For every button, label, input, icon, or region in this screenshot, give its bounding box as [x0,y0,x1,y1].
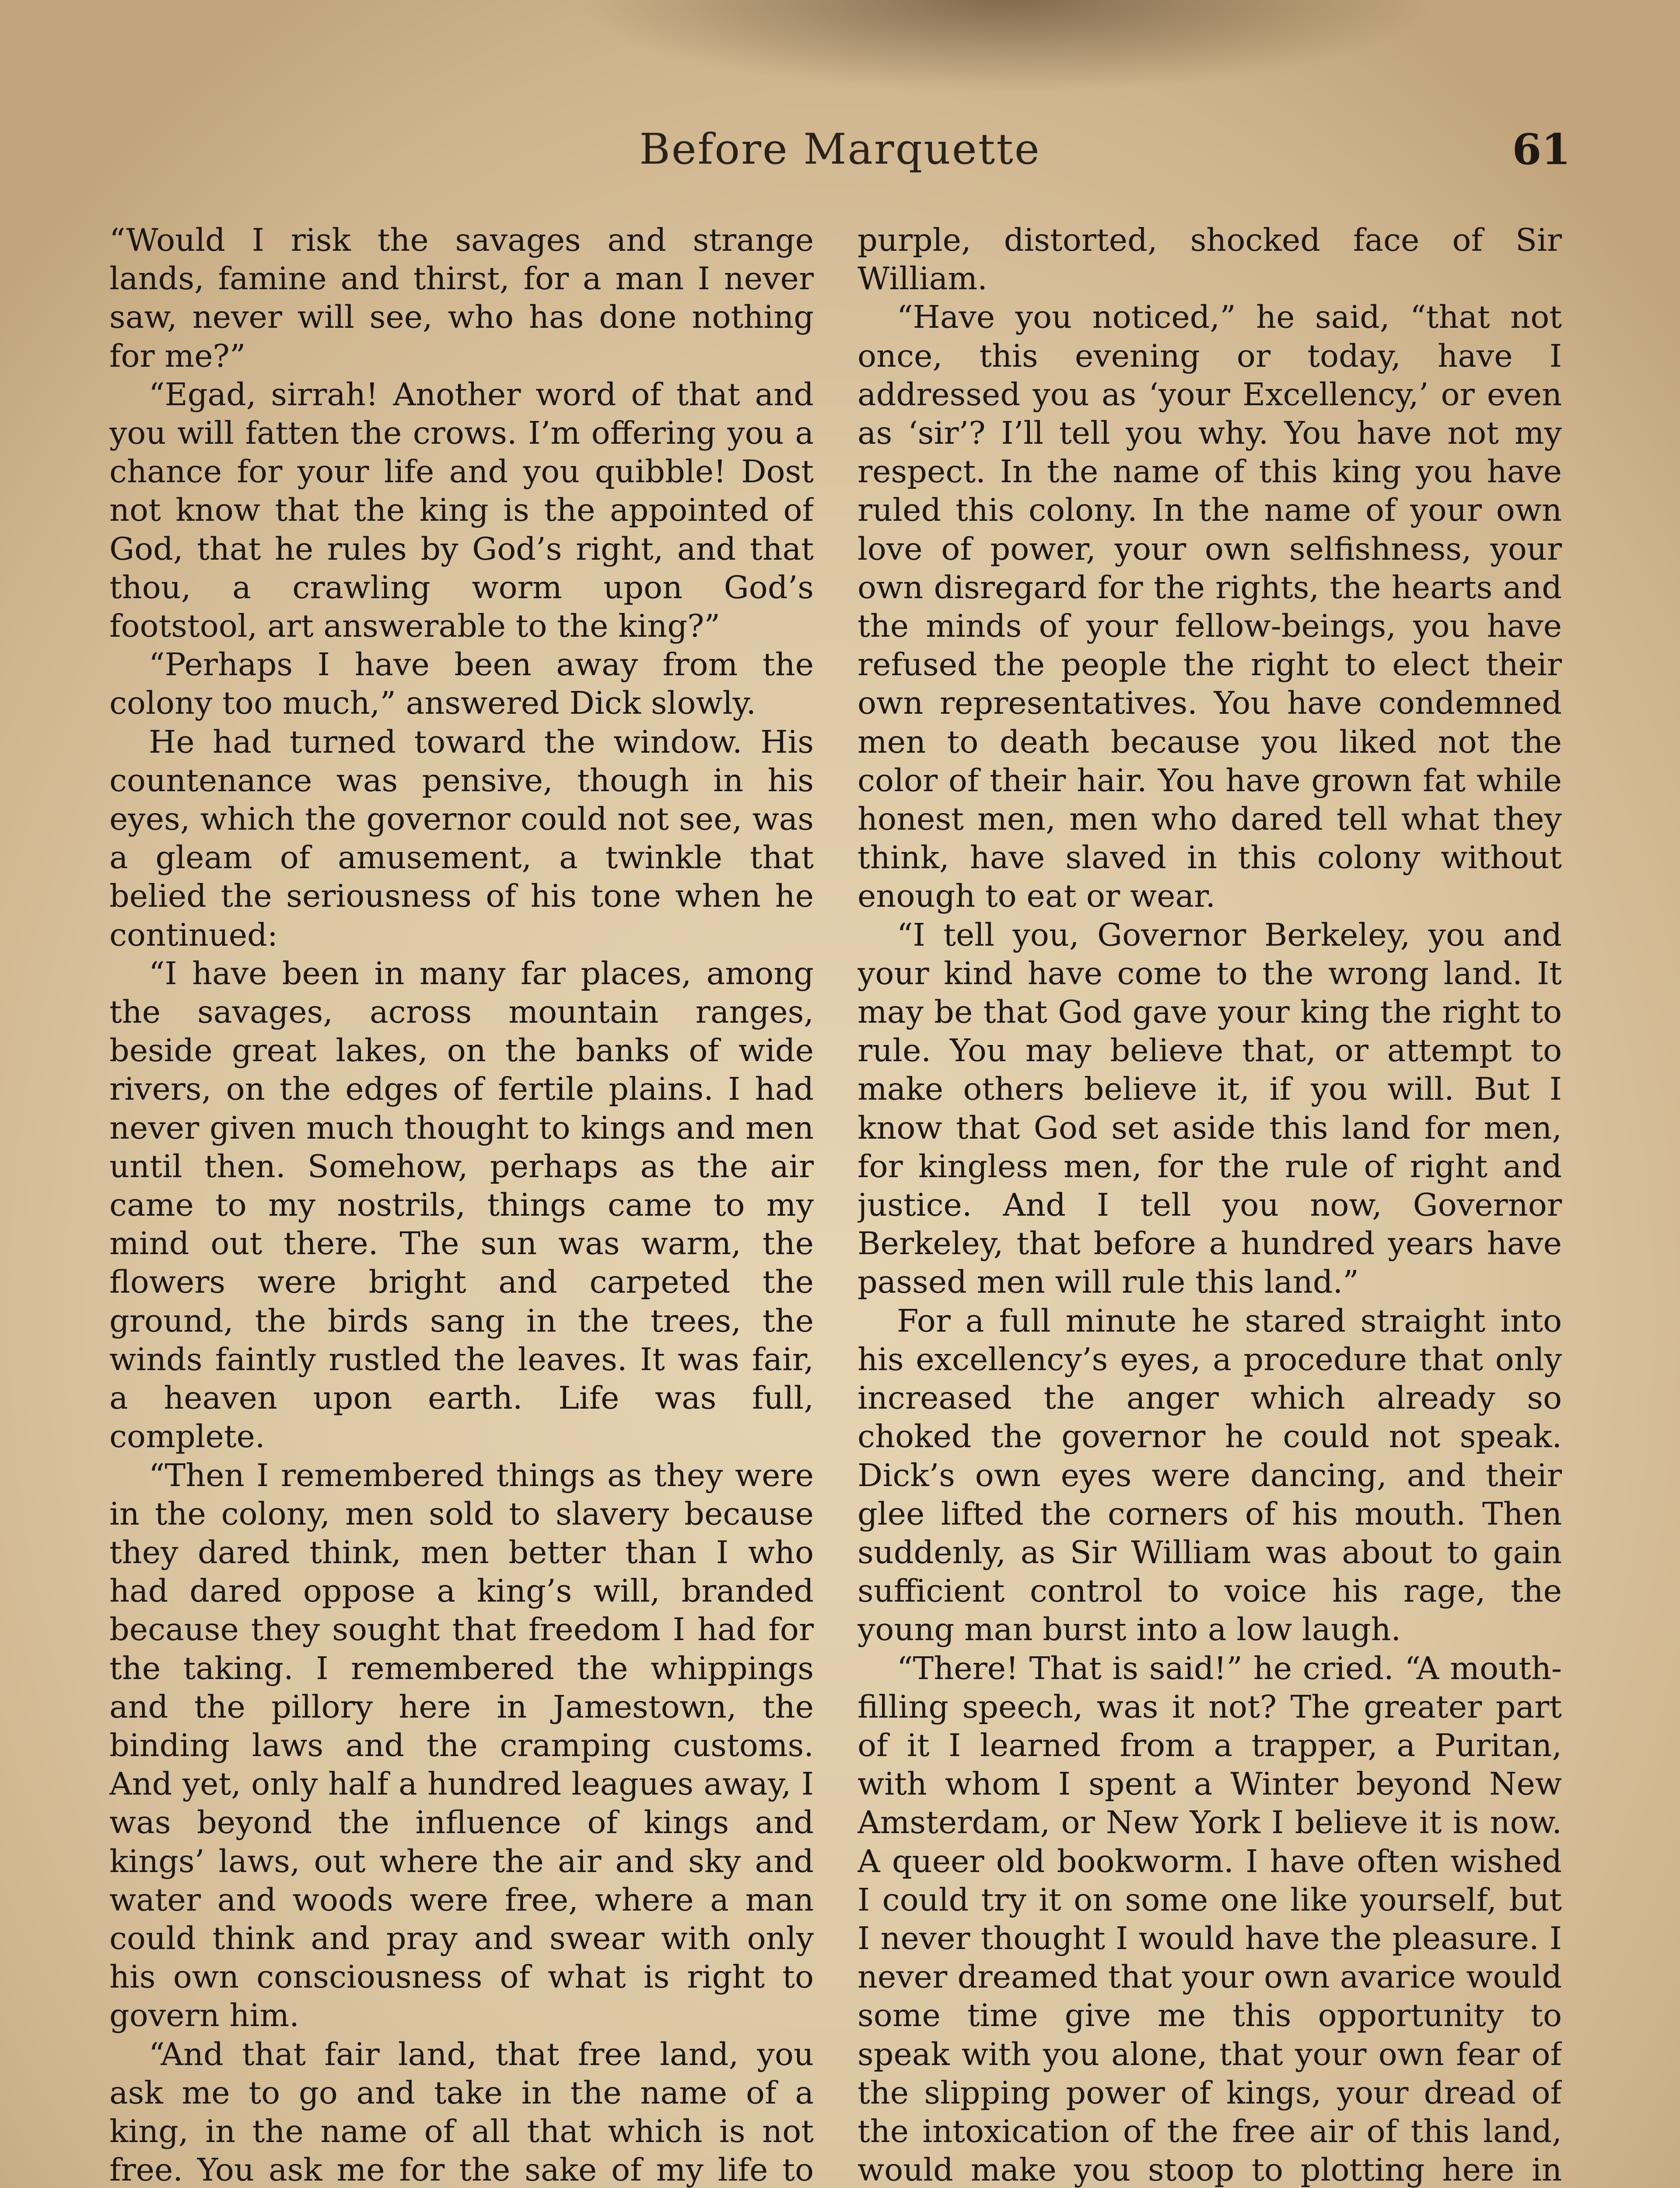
paragraph: “Perhaps I have been away from the colony too much,” answered Dick slowly. [109,646,814,722]
paragraph: “Egad, sirrah! Another word of that and you will fatten the crows. I’m offering you a chance for your life and you quibble! Dost not know that the king is the appointed of God, that he rules by God’s right, and that thou, a crawling worm upon God’s footstool, art answerable to the king?” [109,376,814,645]
paragraph: purple, distorted, shocked face of Sir William. [858,222,1562,297]
paragraph: “I tell you, Governor Berkeley, you and your kind have come to the wrong land. It may be that God gave your king the right to rule. You may believe that, or attempt to make others believe it, if you will. But I know that God set aside this land for men, for kingless men, for the rule of right and justice. And I tell you now, Governor Berkeley, that before a hundred years have passed men will rule this land.” [858,916,1562,1301]
paragraph: He had turned toward the window. His countenance was pensive, though in his eyes, which the governor could not see, was a gleam of amusement, a twinkle that belied the seriousness of his tone when he continued: [109,723,814,953]
paragraph: “There! That is said!” he cried. “A mouth-filling speech, was it not? The greater part of it I learned from a trapper, a Puritan, with whom I spent a Winter beyond New Amsterdam, or New York I believe it is now. A queer old bookworm. I have often wished I could try it on some one like yourself, but I never thought I would have the pleasure. I never dreamed that your own avarice would some time give me this opportunity to speak with you alone, that your own fear of the slipping power of kings, your dread of the intoxication of the free air of this land, would make you stoop to plotting here in [858,1650,1562,2188]
paragraph: “Have you noticed,” he said, “that not once, this evening or today, have I addressed you as ‘your Excellency,’ or even as ‘sir’? I’ll tell you why. You have not my respect. In the name of this king you have ruled this colony. In the name of your own love of power, your own selfishness, your own disregard for the rights, the hearts and the minds of your fellow-beings, you have refused the people the right to elect their own representatives. You have condemned men to death because you liked not the color of their hair. You have grown fat while honest men, men who dared tell what they think, have slaved in this colony without enough to eat or wear. [858,299,1562,915]
paragraph: “And that fair land, that free land, you ask me to go and take in the name of a king, in the name of all that which is not free. You ask me for the sake of my life to [109,2036,814,2188]
paragraph: “Would I risk the savages and strange lands, famine and thirst, for a man I never saw, never will see, who has done nothing for me?” [109,222,814,374]
running-title: Before Marquette [639,125,1041,174]
paragraph: “I have been in many far places, among the savages, across mountain ranges, beside great lakes, on the banks of wide rivers, on the edges of fertile plains. I had never given much thought to kings and men until then. Somehow, perhaps as the air came to my nostrils, things came to my mind out there. The sun was warm, the flowers were bright and carpeted the ground, the birds sang in the trees, the winds faintly rustled the leaves. It was fair, a heaven upon earth. Life was full, complete. [109,955,814,1455]
paragraph: For a full minute he stared straight into his excellency’s eyes, a procedure that only increased the anger which already so choked the governor he could not speak. Dick’s own eyes were dancing, and their glee lifted the corners of his mouth. Then suddenly, as Sir William was about to gain sufficient control to voice his rage, the young man burst into a low laugh. [858,1302,1562,1648]
page-number: 61 [1512,125,1571,174]
right-column [858,221,1562,2188]
left-column [109,221,814,2188]
page-header [109,125,1571,182]
paragraph: “Then I remembered things as they were in the colony, men sold to slavery because they dared think, men better than I who had dared oppose a king’s will, branded because they sought that freedom I had for the taking. I remembered the whippings and the pillory here in Jamestown, the binding laws and the cramping customs. And yet, only half a hundred leagues away, I was beyond the influence of kings and kings’ laws, out where the air and sky and water and woods were free, where a man could think and pray and swear with only his own consciousness of what is right to govern him. [109,1457,814,2034]
